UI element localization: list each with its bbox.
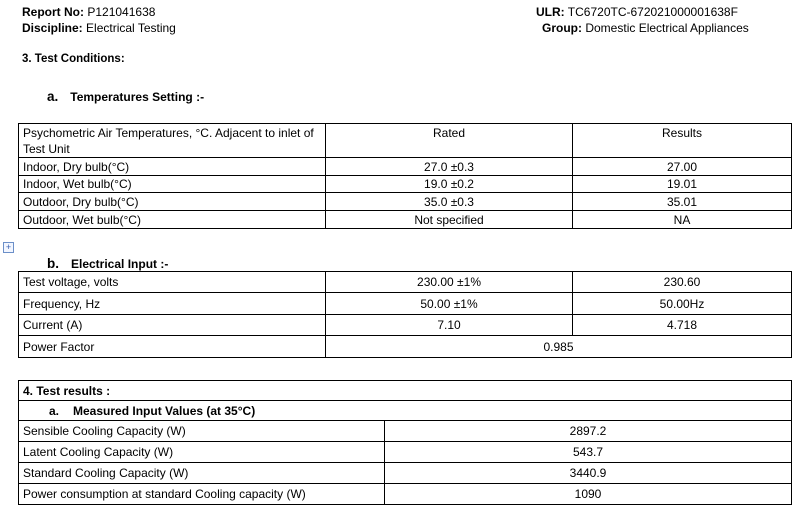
power-factor-label: Power Factor	[19, 336, 326, 358]
table-row	[19, 421, 792, 442]
table-cell: Latent Cooling Capacity (W)	[19, 442, 385, 463]
power-factor-value: 0.985	[326, 336, 792, 358]
table-cell: 230.00 ±1%	[326, 272, 573, 293]
group-line	[536, 20, 749, 36]
table-cell: Indoor, Dry bulb(°C)	[19, 158, 326, 176]
ulr-value: TC6720TC-672021000001638F	[567, 5, 738, 19]
table-row	[19, 158, 792, 176]
table-cell: Outdoor, Dry bulb(°C)	[19, 193, 326, 211]
section-4-title-row	[19, 381, 792, 401]
sub-a-title: Temperatures Setting :-	[70, 90, 205, 104]
header-cell: Psychometric Air Temperatures, °C. Adjacent to inlet of Test Unit	[19, 124, 326, 158]
sub-a-letter: a.	[49, 403, 60, 418]
group-value: Domestic Electrical Appliances	[585, 21, 749, 35]
header-cell: Rated	[326, 124, 573, 158]
sub-a-letter: a.	[47, 89, 59, 104]
report-header-right	[536, 4, 749, 36]
report-no-label: Report No:	[22, 5, 84, 19]
table-cell: 27.0 ±0.3	[326, 158, 573, 176]
section-4-title: 4. Test results :	[19, 381, 792, 401]
table-cell: Standard Cooling Capacity (W)	[19, 463, 385, 484]
table-row	[19, 176, 792, 193]
discipline-label: Discipline:	[22, 21, 83, 35]
table-cell: Frequency, Hz	[19, 293, 326, 315]
table-header-row	[19, 124, 792, 158]
table-row	[19, 484, 792, 505]
temperatures-setting-heading	[47, 89, 204, 104]
table-cell: Sensible Cooling Capacity (W)	[19, 421, 385, 442]
discipline-value: Electrical Testing	[86, 21, 176, 35]
table-cell: 50.00 ±1%	[326, 293, 573, 315]
table-cell: 19.0 ±0.2	[326, 176, 573, 193]
electrical-input-table	[18, 271, 792, 358]
report-no-value: P121041638	[87, 5, 156, 19]
table-cell: 1090	[385, 484, 792, 505]
table-row	[19, 336, 792, 358]
table-row	[19, 442, 792, 463]
table-cell: Outdoor, Wet bulb(°C)	[19, 211, 326, 229]
sub-b-title: Electrical Input :-	[71, 257, 169, 271]
table-row	[19, 193, 792, 211]
table-cell: 35.01	[573, 193, 792, 211]
table-cell: Indoor, Wet bulb(°C)	[19, 176, 326, 193]
table-cell: 4.718	[573, 315, 792, 336]
group-label: Group:	[542, 21, 582, 35]
table-cell: 19.01	[573, 176, 792, 193]
table-row	[19, 272, 792, 293]
section-3-title: 3. Test Conditions:	[22, 53, 125, 65]
ulr-line	[536, 4, 749, 20]
measured-values-title: Measured Input Values (at 35°C)	[73, 403, 256, 418]
measured-values-heading	[19, 401, 792, 421]
ulr-label: ULR:	[536, 5, 565, 19]
test-results-table	[18, 380, 792, 505]
report-number-line	[22, 4, 176, 20]
expand-table-icon[interactable]: +	[3, 242, 14, 253]
table-cell: Power consumption at standard Cooling capacity (W)	[19, 484, 385, 505]
table-row	[19, 211, 792, 229]
measured-values-heading-row	[19, 401, 792, 421]
table-cell: 7.10	[326, 315, 573, 336]
table-cell: 50.00Hz	[573, 293, 792, 315]
table-row	[19, 463, 792, 484]
table-cell: 35.0 ±0.3	[326, 193, 573, 211]
header-cell: Results	[573, 124, 792, 158]
sub-b-letter: b.	[47, 256, 59, 271]
table-cell: Test voltage, volts	[19, 272, 326, 293]
table-cell: NA	[573, 211, 792, 229]
table-cell: Current (A)	[19, 315, 326, 336]
table-row	[19, 315, 792, 336]
table-cell: 27.00	[573, 158, 792, 176]
electrical-input-heading	[47, 256, 168, 271]
temperatures-table	[18, 123, 792, 229]
table-row	[19, 293, 792, 315]
report-header-left	[22, 4, 176, 36]
table-cell: 3440.9	[385, 463, 792, 484]
table-cell: 2897.2	[385, 421, 792, 442]
table-cell: Not specified	[326, 211, 573, 229]
table-cell: 543.7	[385, 442, 792, 463]
table-cell: 230.60	[573, 272, 792, 293]
discipline-line	[22, 20, 176, 36]
